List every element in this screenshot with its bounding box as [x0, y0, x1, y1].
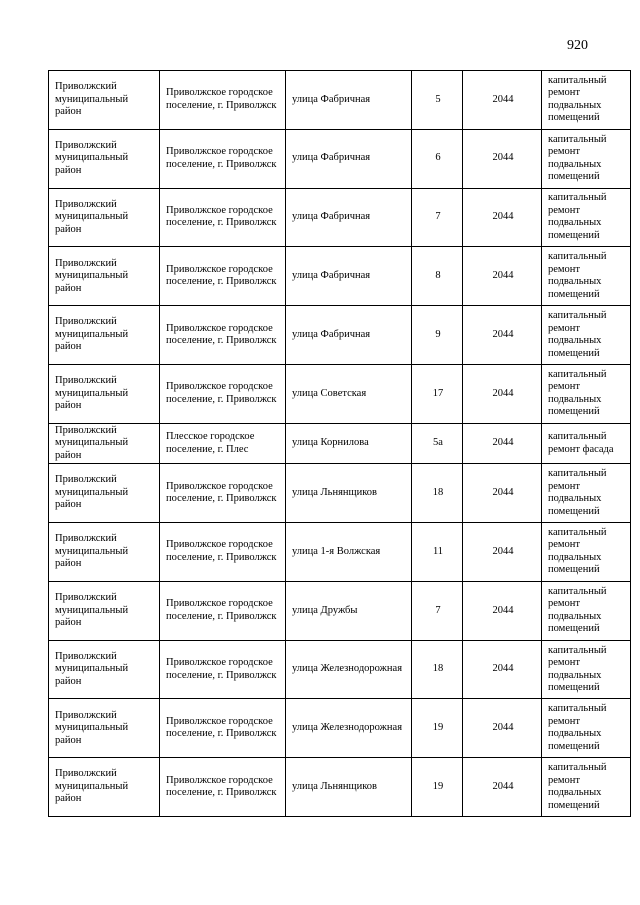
- house-number-cell: 7: [412, 188, 463, 247]
- settlement-cell: Приволжское городское поселение, г. Приволжск: [160, 306, 286, 365]
- settlement-cell: Приволжское городское поселение, г. Приволжск: [160, 758, 286, 817]
- table-row: [49, 247, 631, 306]
- house-number-cell: 17: [412, 364, 463, 423]
- district-cell: Приволжский муниципальный район: [49, 129, 160, 188]
- house-number-cell: 7: [412, 581, 463, 640]
- house-number-cell: 18: [412, 464, 463, 523]
- settlement-cell: Приволжское городское поселение, г. Приволжск: [160, 188, 286, 247]
- table-row: [49, 758, 631, 817]
- work-type-cell: капитальный ремонт подвальных помещений: [542, 758, 631, 817]
- street-cell: улица Фабричная: [286, 129, 412, 188]
- settlement-cell: Плесское городское поселение, г. Плес: [160, 423, 286, 464]
- street-cell: улица Фабричная: [286, 71, 412, 130]
- table-row: [49, 581, 631, 640]
- table-row: [49, 306, 631, 365]
- work-type-cell: капитальный ремонт подвальных помещений: [542, 699, 631, 758]
- work-type-cell: капитальный ремонт подвальных помещений: [542, 581, 631, 640]
- street-cell: улица 1-я Волжская: [286, 523, 412, 582]
- table-row: [49, 364, 631, 423]
- house-number-cell: 8: [412, 247, 463, 306]
- district-cell: Приволжский муниципальный район: [49, 306, 160, 365]
- house-number-cell: 19: [412, 699, 463, 758]
- settlement-cell: Приволжское городское поселение, г. Приволжск: [160, 129, 286, 188]
- work-type-cell: капитальный ремонт подвальных помещений: [542, 640, 631, 699]
- district-cell: Приволжский муниципальный район: [49, 71, 160, 130]
- district-cell: Приволжский муниципальный район: [49, 247, 160, 306]
- table-row: [49, 71, 631, 130]
- work-type-cell: капитальный ремонт подвальных помещений: [542, 71, 631, 130]
- settlement-cell: Приволжское городское поселение, г. Приволжск: [160, 523, 286, 582]
- table-row: [49, 699, 631, 758]
- registry-table: [48, 70, 631, 817]
- street-cell: улица Железнодорожная: [286, 699, 412, 758]
- year-cell: 2044: [463, 581, 542, 640]
- year-cell: 2044: [463, 523, 542, 582]
- work-type-cell: капитальный ремонт подвальных помещений: [542, 247, 631, 306]
- street-cell: улица Фабричная: [286, 306, 412, 365]
- year-cell: 2044: [463, 71, 542, 130]
- year-cell: 2044: [463, 758, 542, 817]
- house-number-cell: 18: [412, 640, 463, 699]
- settlement-cell: Приволжское городское поселение, г. Приволжск: [160, 640, 286, 699]
- settlement-cell: Приволжское городское поселение, г. Приволжск: [160, 71, 286, 130]
- district-cell: Приволжский муниципальный район: [49, 581, 160, 640]
- year-cell: 2044: [463, 423, 542, 464]
- street-cell: улица Советская: [286, 364, 412, 423]
- table-row: [49, 423, 631, 464]
- settlement-cell: Приволжское городское поселение, г. Приволжск: [160, 581, 286, 640]
- work-type-cell: капитальный ремонт подвальных помещений: [542, 464, 631, 523]
- street-cell: улица Дружбы: [286, 581, 412, 640]
- street-cell: улица Корнилова: [286, 423, 412, 464]
- district-cell: Приволжский муниципальный район: [49, 758, 160, 817]
- street-cell: улица Льнянщиков: [286, 464, 412, 523]
- district-cell: Приволжский муниципальный район: [49, 640, 160, 699]
- settlement-cell: Приволжское городское поселение, г. Приволжск: [160, 699, 286, 758]
- table-row: [49, 464, 631, 523]
- work-type-cell: капитальный ремонт подвальных помещений: [542, 523, 631, 582]
- year-cell: 2044: [463, 188, 542, 247]
- year-cell: 2044: [463, 247, 542, 306]
- settlement-cell: Приволжское городское поселение, г. Приволжск: [160, 247, 286, 306]
- street-cell: улица Железнодорожная: [286, 640, 412, 699]
- work-type-cell: капитальный ремонт фасада: [542, 423, 631, 464]
- table-row: [49, 640, 631, 699]
- settlement-cell: Приволжское городское поселение, г. Приволжск: [160, 464, 286, 523]
- year-cell: 2044: [463, 129, 542, 188]
- year-cell: 2044: [463, 699, 542, 758]
- page-number: 920: [567, 38, 588, 53]
- house-number-cell: 5: [412, 71, 463, 130]
- table-row: [49, 129, 631, 188]
- district-cell: Приволжский муниципальный район: [49, 423, 160, 464]
- district-cell: Приволжский муниципальный район: [49, 364, 160, 423]
- house-number-cell: 9: [412, 306, 463, 365]
- district-cell: Приволжский муниципальный район: [49, 188, 160, 247]
- year-cell: 2044: [463, 364, 542, 423]
- work-type-cell: капитальный ремонт подвальных помещений: [542, 188, 631, 247]
- house-number-cell: 6: [412, 129, 463, 188]
- settlement-cell: Приволжское городское поселение, г. Приволжск: [160, 364, 286, 423]
- district-cell: Приволжский муниципальный район: [49, 464, 160, 523]
- work-type-cell: капитальный ремонт подвальных помещений: [542, 364, 631, 423]
- year-cell: 2044: [463, 640, 542, 699]
- year-cell: 2044: [463, 464, 542, 523]
- district-cell: Приволжский муниципальный район: [49, 699, 160, 758]
- year-cell: 2044: [463, 306, 542, 365]
- table-row: [49, 523, 631, 582]
- work-type-cell: капитальный ремонт подвальных помещений: [542, 306, 631, 365]
- district-cell: Приволжский муниципальный район: [49, 523, 160, 582]
- work-type-cell: капитальный ремонт подвальных помещений: [542, 129, 631, 188]
- house-number-cell: 19: [412, 758, 463, 817]
- street-cell: улица Льнянщиков: [286, 758, 412, 817]
- house-number-cell: 11: [412, 523, 463, 582]
- street-cell: улица Фабричная: [286, 247, 412, 306]
- table-row: [49, 188, 631, 247]
- house-number-cell: 5а: [412, 423, 463, 464]
- street-cell: улица Фабричная: [286, 188, 412, 247]
